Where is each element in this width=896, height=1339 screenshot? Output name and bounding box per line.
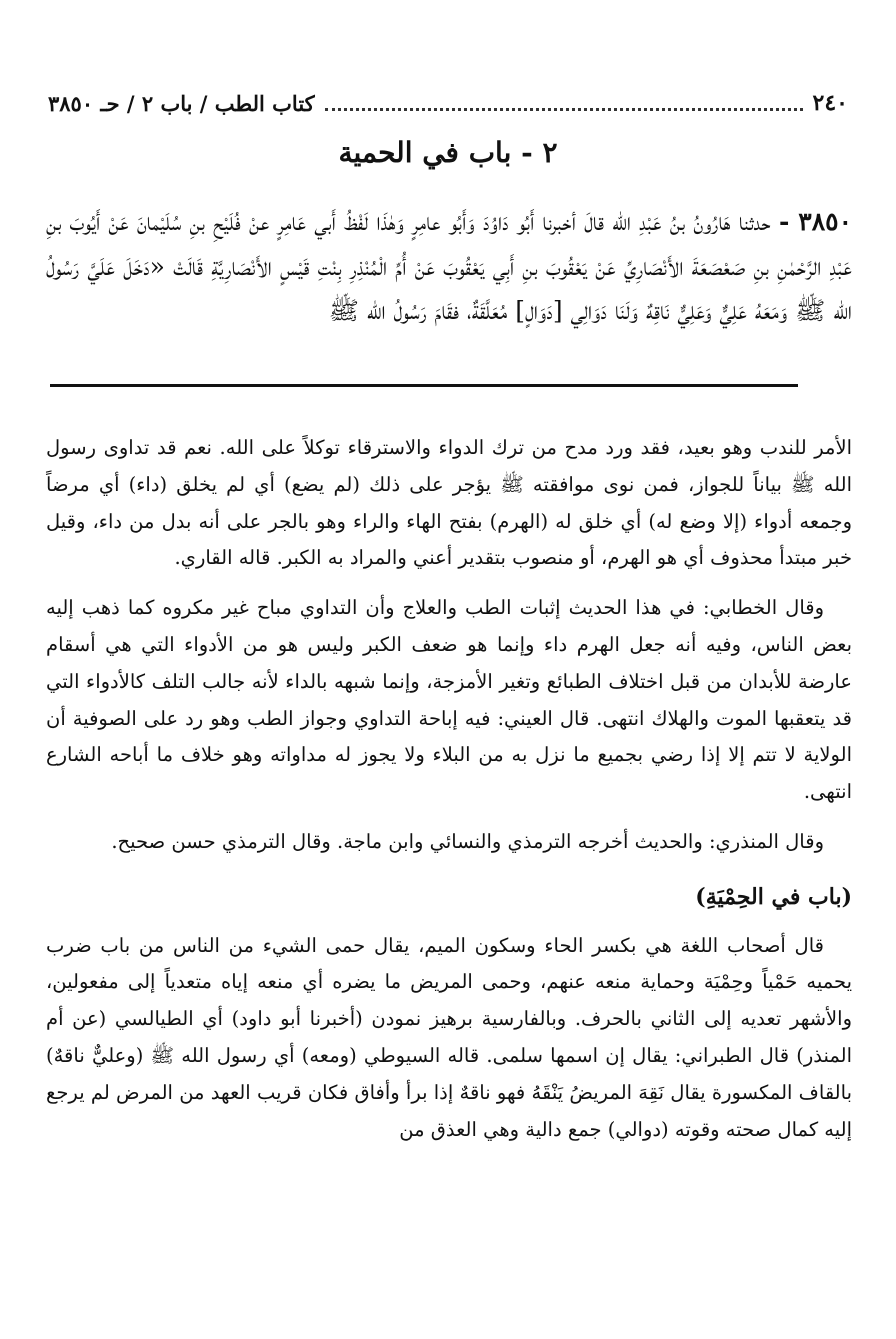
hadith-text: حدثنا هَارُونُ بنُ عَبْدِ الله قالَ أخبرنا أَبُو دَاوُدَ وَأَبُو عامِرٍ وَهٰذَا لَفْظُ أَبي عَامِرٍ عنْ فُلَيْحِ بنِ سُلَيْمانَ عَنْ أَيُوبَ بنِ عَبْدِ الرَّحْمٰنِ بنِ صَعْصَعَةَ الأَنْصَارِيِّ عَنْ يَعْقُوبَ بنِ أَبِي يَعْقُوبَ عَنْ أُمِّ الْمُنْذِرِ بِنْتِ قَيْسٍ الأَنْصَارِيَّةِ قَالَتْ «دَخَلَ عَلَيَّ رَسُولُ الله ﷺ وَمَعَهُ عَلِيٌّ وَعَلِيٌّ نَاقِهٌ وَلَنَا دَوَالِي [دَوَالٍ] مُعَلَّقَةٌ، فقَامَ رَسُولُ الله ﷺ [46, 207, 852, 325]
header-reference: كتاب الطب / باب ٢ / حـ ٣٨٥٠ [48, 90, 315, 116]
commentary-paragraph: وقال الخطابي: في هذا الحديث إثبات الطب والعلاج وأن التداوي مباح غير مكروه كما ذهب إليه بعض الناس، وفيه أنه جعل الهرم داء وإنما هو ضعف الكبر وليس هو من الأدواء التي هي أسقام عارضة للأبدان من قبل اختلاف الطبائع وتغير الأمزجة، وإنما شبهه بالداء لأنه جالب التلف كالأدواء التي قد يتعقبها الموت والهلاك انتهى. قال العيني: فيه إباحة التداوي وجواز الطب وهو رد على الصوفية أن الولاية لا تتم إلا إذا رضي بجميع ما نزل به من البلاء ولا يجوز له مداواته وهو خلاف ما أباحه الشارع انتهى. [46, 596, 852, 804]
commentary-sub-heading: (باب في الحِمْيَةِ) [695, 883, 852, 910]
hadith-number: ٣٨٥٠ - [778, 207, 852, 236]
footnote-divider [50, 384, 798, 387]
running-header [48, 86, 848, 120]
commentary-paragraph: الأمر للندب وهو بعيد، فقد ورد مدح من ترك الدواء والاسترقاء توكلاً على الله. نعم قد تداوى رسول الله ﷺ بياناً للجواز، فمن نوى موافقته ﷺ يؤجر على ذلك (لم يضع) أي لم يخلق (داء) أي مرضاً وجمعه أدواء (إلا وضع له) أي خلق له (الهرم) بفتح الهاء والراء وهو بالجر على أنه بدل من داء، وقيل خبر مبتدأ محذوف أي هو الهرم، أو منصوب بتقدير أعني والمراد به الكبر. قاله القاري. [46, 436, 852, 570]
commentary-block [46, 430, 852, 1161]
commentary-paragraph: وقال المنذري: والحديث أخرجه الترمذي والنسائي وابن ماجة. وقال الترمذي حسن صحيح. [111, 829, 824, 853]
hadith-text-block [46, 200, 852, 334]
chapter-title: ٢ - باب في الحمية [338, 136, 558, 169]
page-number: ٢٤٠ [812, 90, 848, 116]
commentary-paragraph: قال أصحاب اللغة هي بكسر الحاء وسكون الميم، يقال حمى الشيء من الناس من باب ضرب يحميه حَمْياً وحِمْيَة وحماية منعه عنهم، وحمى المريض ما يضره أي منعه إياه متعدياً إلى مفعولين، والأشهر تعديه إلى الثاني بالحرف. وبالفارسية برهيز نمودن (أخبرنا أبو داود) أي الطيالسي (عن أم المنذر) قال الطبراني: يقال إن اسمها سلمى. قاله السيوطي (ومعه) أي رسول الله ﷺ (وعليٌّ ناقهٌ) بالقاف المكسورة يقال نَقِهَ المريضُ يَنْقَهُ فهو ناقهٌ إذا برأ وأفاق فكان قريب العهد من المرض لم يرجع إليه كمال صحته وقوته (دوالي) جمع دالية وهي العذق من [46, 933, 852, 1141]
header-dot-leader [325, 108, 803, 111]
